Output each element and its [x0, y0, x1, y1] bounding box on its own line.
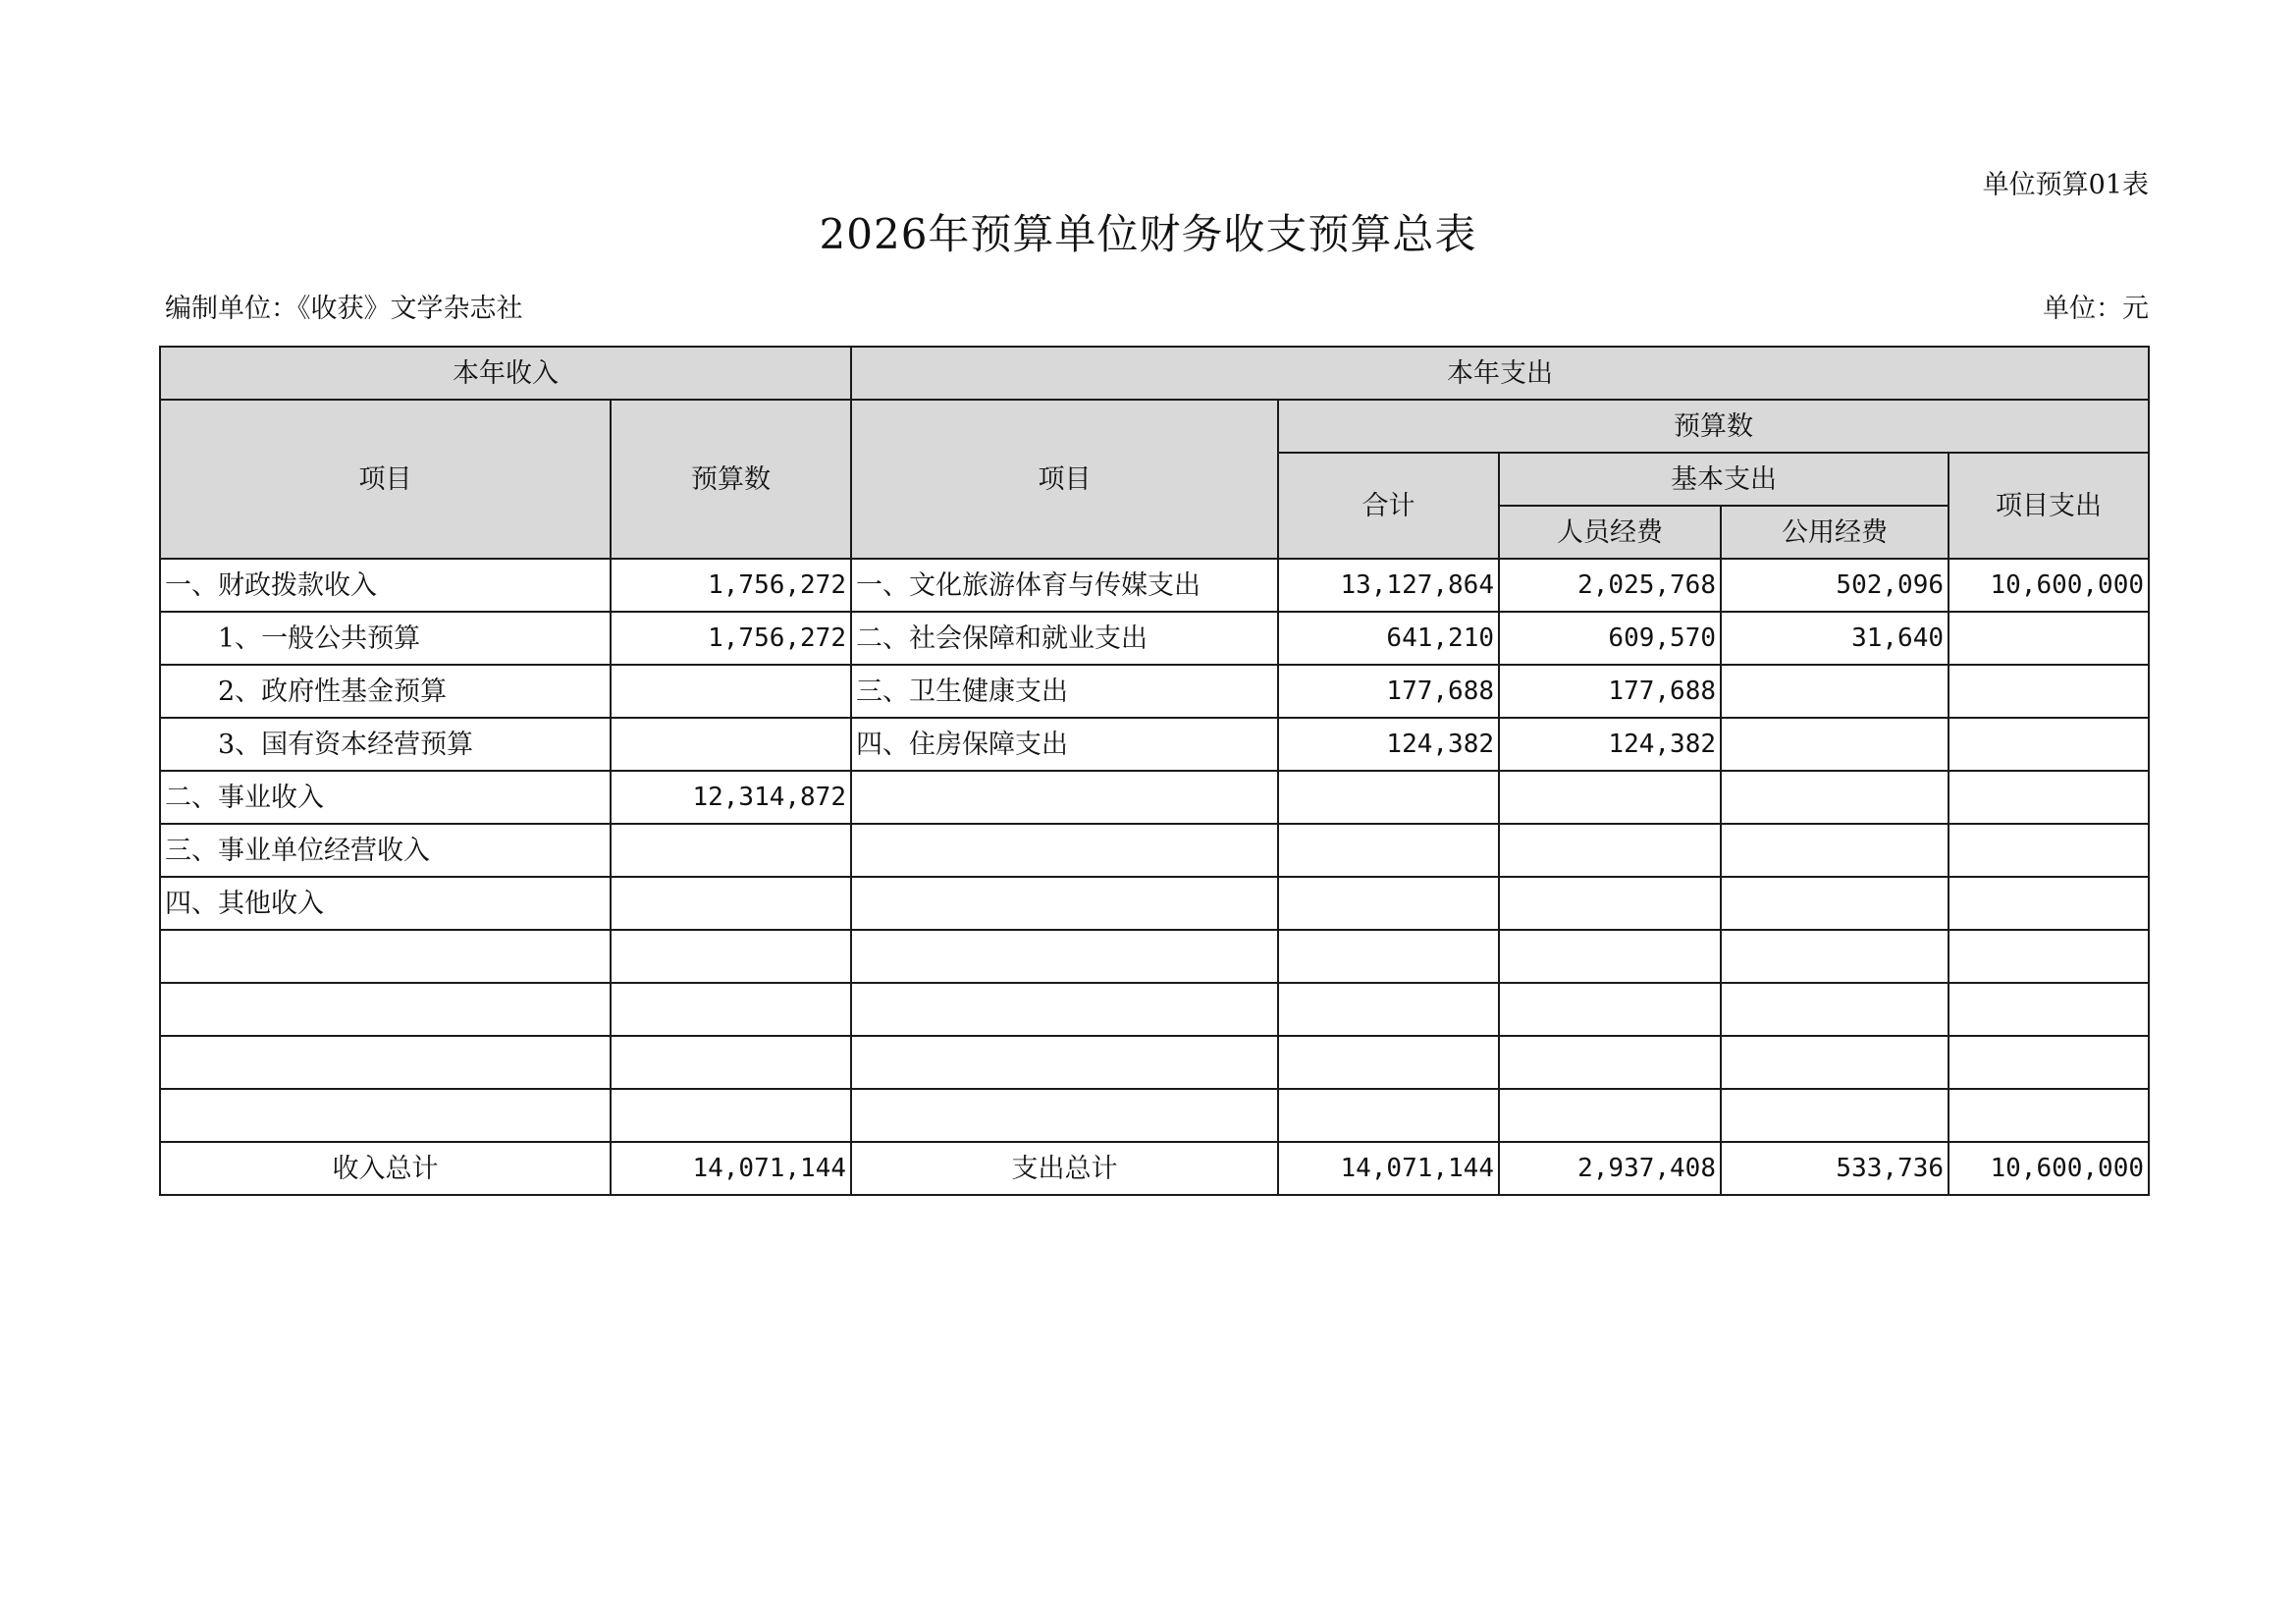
public-header: 公用经费 [1721, 506, 1949, 559]
public-total: 533,736 [1721, 1142, 1949, 1195]
total-cell [1278, 771, 1499, 824]
income-amount-cell: 12,314,872 [611, 771, 851, 824]
income-item-cell [160, 983, 611, 1036]
total-cell: 177,688 [1278, 665, 1499, 718]
income-item-header: 项目 [160, 400, 611, 559]
personnel-cell: 2,025,768 [1499, 559, 1721, 612]
public-cell [1721, 771, 1949, 824]
expense-item-cell [851, 877, 1278, 930]
form-number: 单位预算01表 [1982, 170, 2149, 200]
project-cell [1949, 930, 2149, 983]
income-section-header: 本年收入 [160, 347, 851, 400]
personnel-cell [1499, 771, 1721, 824]
public-cell: 31,640 [1721, 612, 1949, 665]
income-item-cell: 三、事业单位经营收入 [160, 824, 611, 877]
table-row [160, 930, 2149, 983]
total-cell: 13,127,864 [1278, 559, 1499, 612]
personnel-cell [1499, 1036, 1721, 1089]
income-amount-cell [611, 877, 851, 930]
currency-unit: 单位：元 [2043, 294, 2149, 324]
income-total-label: 收入总计 [160, 1142, 611, 1195]
income-amount-cell [611, 718, 851, 771]
income-amount-cell [611, 1089, 851, 1142]
public-cell [1721, 983, 1949, 1036]
table-row [160, 665, 2149, 718]
total-cell [1278, 1036, 1499, 1089]
income-item-cell: 四、其他收入 [160, 877, 611, 930]
table-row [160, 559, 2149, 612]
personnel-cell [1499, 1089, 1721, 1142]
income-item-cell: 一、财政拨款收入 [160, 559, 611, 612]
expense-item-cell [851, 930, 1278, 983]
expense-item-cell [851, 1089, 1278, 1142]
table-row [160, 718, 2149, 771]
project-expense-header: 项目支出 [1949, 453, 2149, 559]
public-cell [1721, 1089, 1949, 1142]
total-cell [1278, 824, 1499, 877]
personnel-cell: 124,382 [1499, 718, 1721, 771]
expense-item-cell [851, 771, 1278, 824]
income-item-cell: 2、政府性基金预算 [160, 665, 611, 718]
project-cell [1949, 1036, 2149, 1089]
income-amount-cell [611, 930, 851, 983]
expense-total-label: 支出总计 [851, 1142, 1278, 1195]
personnel-cell [1499, 877, 1721, 930]
table-row [160, 771, 2149, 824]
income-amount-cell [611, 983, 851, 1036]
project-cell [1949, 612, 2149, 665]
income-item-cell [160, 930, 611, 983]
project-cell [1949, 824, 2149, 877]
income-amount-cell: 1,756,272 [611, 612, 851, 665]
project-cell [1949, 877, 2149, 930]
expense-section-header: 本年支出 [851, 347, 2149, 400]
personnel-cell [1499, 824, 1721, 877]
project-cell [1949, 771, 2149, 824]
personnel-cell: 609,570 [1499, 612, 1721, 665]
income-budget-header: 预算数 [611, 400, 851, 559]
table-row [160, 983, 2149, 1036]
public-cell [1721, 930, 1949, 983]
income-amount-cell: 1,756,272 [611, 559, 851, 612]
total-cell: 641,210 [1278, 612, 1499, 665]
public-cell [1721, 665, 1949, 718]
compiling-unit: 编制单位：《收获》文学杂志社 [165, 294, 523, 324]
totals-row [160, 1142, 2149, 1195]
total-cell [1278, 877, 1499, 930]
income-amount-cell [611, 824, 851, 877]
expense-item-header: 项目 [851, 400, 1278, 559]
public-cell [1721, 877, 1949, 930]
project-cell: 10,600,000 [1949, 559, 2149, 612]
table-row [160, 824, 2149, 877]
expense-item-cell: 三、卫生健康支出 [851, 665, 1278, 718]
income-item-cell: 二、事业收入 [160, 771, 611, 824]
income-item-cell [160, 1089, 611, 1142]
expense-item-cell [851, 824, 1278, 877]
expense-item-cell: 四、住房保障支出 [851, 718, 1278, 771]
public-cell: 502,096 [1721, 559, 1949, 612]
table-row [160, 612, 2149, 665]
public-cell [1721, 718, 1949, 771]
header-row-1 [160, 400, 2149, 453]
income-total-amount: 14,071,144 [611, 1142, 851, 1195]
expense-total-amount: 14,071,144 [1278, 1142, 1499, 1195]
table-row [160, 877, 2149, 930]
section-header-row [160, 347, 2149, 400]
expense-item-cell [851, 983, 1278, 1036]
total-cell: 124,382 [1278, 718, 1499, 771]
page-title: 2026年预算单位财务收支预算总表 [819, 210, 1477, 258]
project-total: 10,600,000 [1949, 1142, 2149, 1195]
expense-item-cell: 一、文化旅游体育与传媒支出 [851, 559, 1278, 612]
personnel-cell [1499, 930, 1721, 983]
personnel-cell [1499, 983, 1721, 1036]
public-cell [1721, 824, 1949, 877]
personnel-cell: 177,688 [1499, 665, 1721, 718]
personnel-total: 2,937,408 [1499, 1142, 1721, 1195]
project-cell [1949, 718, 2149, 771]
project-cell [1949, 665, 2149, 718]
income-item-cell: 3、国有资本经营预算 [160, 718, 611, 771]
budget-table [159, 346, 2150, 1196]
total-cell [1278, 983, 1499, 1036]
income-item-cell: 1、一般公共预算 [160, 612, 611, 665]
income-amount-cell [611, 665, 851, 718]
income-amount-cell [611, 1036, 851, 1089]
project-cell [1949, 983, 2149, 1036]
basic-expense-header: 基本支出 [1499, 453, 1949, 506]
expense-item-cell [851, 1036, 1278, 1089]
table-row [160, 1036, 2149, 1089]
table-row [160, 1089, 2149, 1142]
budget-group-header: 预算数 [1278, 400, 2149, 453]
public-cell [1721, 1036, 1949, 1089]
project-cell [1949, 1089, 2149, 1142]
total-cell [1278, 930, 1499, 983]
expense-item-cell: 二、社会保障和就业支出 [851, 612, 1278, 665]
total-header: 合计 [1278, 453, 1499, 559]
personnel-header: 人员经费 [1499, 506, 1721, 559]
total-cell [1278, 1089, 1499, 1142]
income-item-cell [160, 1036, 611, 1089]
